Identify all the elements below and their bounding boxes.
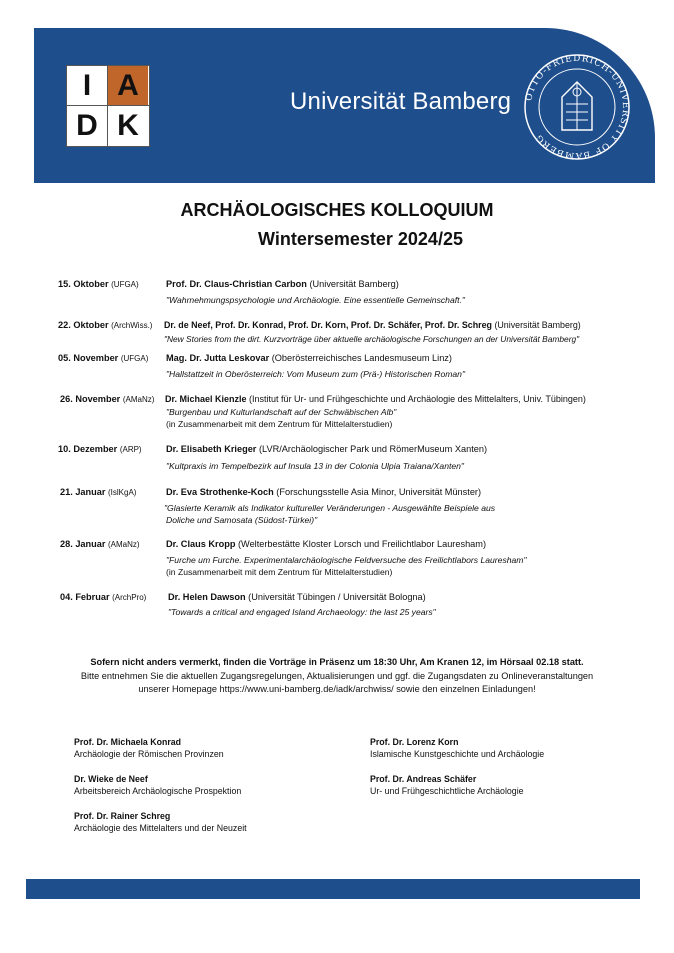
footer-bar xyxy=(26,879,640,899)
professor-department: Archäologie des Mittelalters und der Neuzeit xyxy=(74,823,247,833)
event-talk-title: "New Stories from the dirt. Kurzvorträge über aktuelle archäologische Forschungen an der Universität Bamberg" xyxy=(164,334,580,344)
event-date: 15. Oktober (UFGA) xyxy=(58,279,139,289)
event-speaker: Dr. Claus Kropp (Welterbestätte Kloster Lorsch und Freilichtlabor Lauresham) xyxy=(166,539,487,549)
footer-line-1: Sofern nicht anders vermerkt, finden die Vorträge in Präsenz um 18:30 Uhr, Am Kranen 12, im Hörsaal 02.18 statt. xyxy=(90,657,584,667)
footer-line-2: Bitte entnehmen Sie die aktuellen Zugangsregelungen, Aktualisierungen und ggf. die Zugangsdaten zu Onlineveranstaltungen xyxy=(80,670,594,681)
professor-department: Arbeitsbereich Archäologische Prospektion xyxy=(74,786,242,796)
seal-text: OTTO-FRIEDRICH-UNIVERSITY OF BAMBERG xyxy=(524,53,631,161)
footer-notice xyxy=(0,656,674,697)
event-talk-title-cont: Doliche und Samosata (Südost-Türkei)" xyxy=(166,515,318,525)
event-talk-title: "Hallstattzeit in Oberösterreich: Vom Museum zum (Prä-) Historischen Roman" xyxy=(166,369,466,379)
professor-name: Prof. Dr. Rainer Schreg xyxy=(74,811,171,821)
event-speaker: Dr. Eva Strothenke-Koch (Forschungsstelle Asia Minor, Universität Münster) xyxy=(166,487,482,497)
event-date: 26. November (AMaNz) xyxy=(60,394,155,404)
professor-name: Prof. Dr. Andreas Schäfer xyxy=(370,774,477,784)
footer-line-3: unserer Homepage https://www.uni-bamberg.de/iadk/archwiss/ sowie den einzelnen Einladungen! xyxy=(138,684,536,694)
event-talk-title: "Towards a critical and engaged Island Archaeology: the last 25 years" xyxy=(168,607,436,617)
professor-department: Archäologie der Römischen Provinzen xyxy=(74,749,224,759)
logo-letter-d: D xyxy=(76,108,98,142)
professor-department: Islamische Kunstgeschichte und Archäologie xyxy=(370,749,545,759)
professor-name: Dr. Wieke de Neef xyxy=(74,774,148,784)
event-date: 04. Februar (ArchPro) xyxy=(60,592,147,602)
logo-letter-k: K xyxy=(117,108,139,142)
event-talk-title: "Kultpraxis im Tempelbezirk auf Insula 13 in der Colonia Ulpia Traiana/Xanten" xyxy=(166,461,464,471)
professor-name: Prof. Dr. Michaela Konrad xyxy=(74,737,182,747)
event-speaker: Mag. Dr. Jutta Leskovar (Oberösterreichisches Landesmuseum Linz) xyxy=(166,353,452,363)
iadk-logo xyxy=(66,65,150,147)
event-date: 21. Januar (IslKgA) xyxy=(60,487,137,497)
event-note: (in Zusammenarbeit mit dem Zentrum für Mittelalterstudien) xyxy=(166,567,393,577)
university-seal xyxy=(522,52,632,162)
event-date: 10. Dezember (ARP) xyxy=(58,444,142,454)
university-name: Universität Bamberg xyxy=(290,88,512,115)
logo-letter-a: A xyxy=(108,66,148,105)
professor-department: Ur- und Frühgeschichtliche Archäologie xyxy=(370,786,524,796)
event-date: 28. Januar (AMaNz) xyxy=(60,539,140,549)
professor-name: Prof. Dr. Lorenz Korn xyxy=(370,737,459,747)
event-speaker: Dr. Michael Kienzle (Institut für Ur- und Frühgeschichte und Archäologie des Mittelalters, Univ. Tübingen) xyxy=(165,394,586,404)
page-title: ARCHÄOLOGISCHES KOLLOQUIUM xyxy=(180,200,494,220)
event-note: (in Zusammenarbeit mit dem Zentrum für Mittelalterstudien) xyxy=(166,419,393,429)
logo-divider-v xyxy=(107,66,108,146)
event-date: 22. Oktober (ArchWiss.) xyxy=(58,320,153,330)
event-date: 05. November (UFGA) xyxy=(58,353,149,363)
logo-divider-h xyxy=(67,105,149,106)
event-talk-title: "Furche um Furche. Experimentalarchäologische Feldversuche des Freilichtlabors Lauresham" xyxy=(166,555,527,565)
event-speaker: Dr. de Neef, Prof. Dr. Konrad, Prof. Dr. Korn, Prof. Dr. Schäfer, Prof. Dr. Schreg (Universität Bamberg) xyxy=(164,320,581,330)
event-talk-title: "Burgenbau und Kulturlandschaft auf der Schwäbischen Alb" xyxy=(166,407,397,417)
event-talk-title: "Glasierte Keramik als Indikator kultureller Veränderungen - Ausgewählte Beispiele aus xyxy=(164,503,496,513)
logo-letter-i: I xyxy=(82,68,92,102)
page-subtitle: Wintersemester 2024/25 xyxy=(258,229,463,249)
event-talk-title: "Wahrnehmungspsychologie und Archäologie. Eine essentielle Gemeinschaft." xyxy=(166,295,465,305)
event-speaker: Dr. Helen Dawson (Universität Tübingen / Universität Bologna) xyxy=(168,592,426,602)
event-speaker: Prof. Dr. Claus-Christian Carbon (Universität Bamberg) xyxy=(166,279,399,289)
event-speaker: Dr. Elisabeth Krieger (LVR/Archäologischer Park und RömerMuseum Xanten) xyxy=(166,444,488,454)
